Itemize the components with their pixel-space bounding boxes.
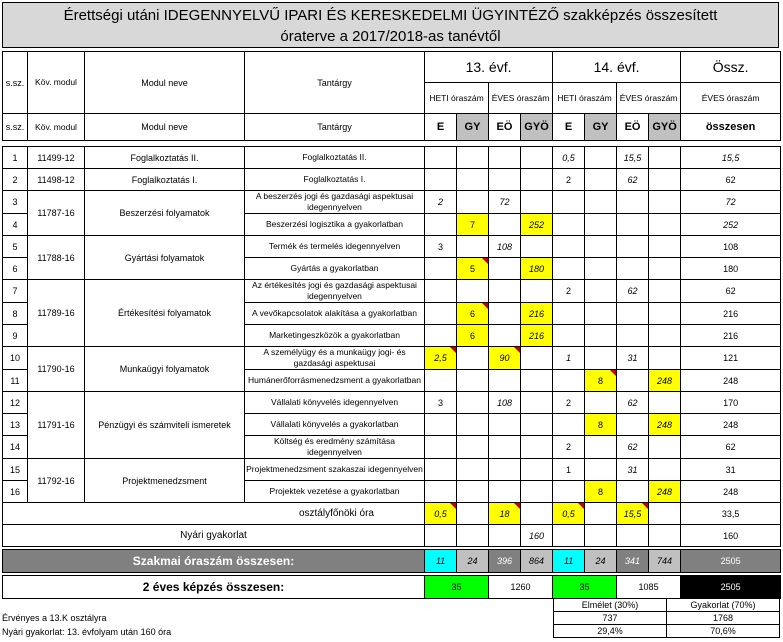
cell-gyo13: [521, 392, 553, 414]
cell-gyo13: 252: [521, 214, 553, 236]
osztfo-total: 33,5: [681, 503, 781, 525]
table-row: [3, 459, 781, 481]
table-row: [3, 169, 781, 191]
stats-gyakorlat-header: Gyakorlat (70%): [667, 599, 780, 612]
osztfo-gy13: [457, 503, 489, 525]
page-title: [2, 2, 779, 48]
cell-e14: [553, 414, 585, 436]
cell-eo13: [489, 258, 521, 280]
notes: [2, 611, 171, 639]
cell-gyo14: [649, 325, 681, 347]
cell-total: 31: [681, 459, 781, 481]
sum-label: Szakmai óraszám összesen:: [3, 550, 425, 573]
cell-eo13: 108: [489, 392, 521, 414]
cell-eo13: [489, 325, 521, 347]
cell-gy14: [585, 147, 617, 169]
cell-e13: [425, 414, 457, 436]
header-osszesen: összesen: [681, 114, 781, 141]
cell-gy13: [457, 459, 489, 481]
table-row: [3, 347, 781, 370]
osztfo-gyo13: [521, 503, 553, 525]
stats-elmelet-header: Elmélet (30%): [554, 599, 667, 612]
cell-eo13: [489, 414, 521, 436]
module-name: Foglalkoztatás I.: [85, 169, 245, 191]
cell-e14: 2: [553, 280, 585, 303]
stats-gyakorlat-percent: 70,6%: [667, 625, 780, 638]
nyari-label: Nyári gyakorlat: [3, 525, 425, 547]
sum-total: 2505: [681, 550, 781, 573]
cell-gyo13: [521, 169, 553, 191]
cell-gy13: [457, 481, 489, 503]
cell-gyo13: [521, 414, 553, 436]
row-number: 1: [3, 147, 28, 169]
header-evf14: 14. évf.: [553, 52, 681, 83]
row-number: 11: [3, 370, 28, 392]
note-line-1: Érvényes a 13.K osztályra: [2, 613, 107, 623]
cell-gy14: [585, 280, 617, 303]
cell-gyo14: [649, 280, 681, 303]
row-number: 3: [3, 191, 28, 214]
cell-gyo14: [649, 236, 681, 258]
cell-e13: [425, 481, 457, 503]
cell-eo14: [617, 370, 649, 392]
subject-name: Humánerőforrásmenedzsment a gyakorlatban: [245, 370, 425, 392]
subject-name: Foglalkoztatás I.: [245, 169, 425, 191]
row-number: 13: [3, 414, 28, 436]
module-name: Munkaügyi folyamatok: [85, 347, 245, 392]
cell-gyo14: 248: [649, 481, 681, 503]
module-code: 11788-16: [28, 236, 85, 280]
cell-gyo13: [521, 280, 553, 303]
note-line-2: Nyári gyakorlat: 13. évfolyam után 160 óra: [2, 627, 172, 637]
cell-gy13: [457, 191, 489, 214]
header-e-14: E: [553, 114, 585, 141]
cell-e13: [425, 214, 457, 236]
ketev-sum-row: [3, 576, 781, 599]
header-gyo-14: GYÖ: [649, 114, 681, 141]
module-name: Értékesítési folyamatok: [85, 280, 245, 347]
cell-e13: 3: [425, 236, 457, 258]
cell-eo13: 108: [489, 236, 521, 258]
cell-gyo14: [649, 303, 681, 325]
cell-eo13: [489, 436, 521, 459]
row-number: 9: [3, 325, 28, 347]
cell-gy14: [585, 325, 617, 347]
cell-gyo14: [649, 169, 681, 191]
row-number: 15: [3, 459, 28, 481]
sum-gy14: 24: [585, 550, 617, 573]
cell-total: 248: [681, 370, 781, 392]
cell-gyo13: 216: [521, 303, 553, 325]
cell-gyo13: 216: [521, 325, 553, 347]
sum-gy13: 24: [457, 550, 489, 573]
osztalyfonoki-row: [3, 503, 781, 525]
osztfo-eo14: 15,5: [617, 503, 649, 525]
subject-name: A beszerzés jogi és gazdasági aspektusai idegennyelven: [245, 191, 425, 214]
sum-e14: 11: [553, 550, 585, 573]
cell-e14: 2: [553, 169, 585, 191]
row-number: 14: [3, 436, 28, 459]
cell-eo13: [489, 481, 521, 503]
cell-gy13: [457, 347, 489, 370]
cell-gyo13: [521, 191, 553, 214]
cell-eo13: [489, 303, 521, 325]
module-code: 11790-16: [28, 347, 85, 392]
nyari-gyo14: [649, 525, 681, 547]
osztfo-e13: 0,5: [425, 503, 457, 525]
subject-name: Költség és eredmény számítása idegennyelven: [245, 436, 425, 459]
subject-name: A vevőkapcsolatok alakítása a gyakorlatban: [245, 303, 425, 325]
cell-total: 248: [681, 481, 781, 503]
cell-gy14: [585, 258, 617, 280]
row-number: 10: [3, 347, 28, 370]
cell-gy14: 8: [585, 370, 617, 392]
cell-gy14: 8: [585, 414, 617, 436]
cell-gyo13: [521, 147, 553, 169]
header-gy-14: GY: [585, 114, 617, 141]
stats-gyakorlat-value: 1768: [667, 612, 780, 625]
cell-e14: [553, 481, 585, 503]
cell-gy14: [585, 169, 617, 191]
cell-eo13: 90: [489, 347, 521, 370]
title-line-2: óraterve a 2017/2018-as tanévtől: [280, 28, 501, 45]
cell-e14: [553, 214, 585, 236]
cell-gyo13: [521, 236, 553, 258]
row-number: 6: [3, 258, 28, 280]
subject-name: Az értékesítés jogi és gazdasági aspektusai idegennyelven: [245, 280, 425, 303]
cell-total: 252: [681, 214, 781, 236]
cell-eo13: [489, 370, 521, 392]
subject-name: Projektek vezetése a gyakorlatban: [245, 481, 425, 503]
header-ossz-eves: ÉVES óraszám: [681, 83, 781, 114]
osztfo-gyo14: [649, 503, 681, 525]
nyari-eo14: [617, 525, 649, 547]
subject-name: Projektmenedzsment szakaszai idegennyelven: [245, 459, 425, 481]
module-name: Projektmenedzsment: [85, 459, 245, 503]
nyari-gyo13: 160: [521, 525, 553, 547]
header-heti-13: HETI óraszám: [425, 83, 489, 114]
cell-eo14: [617, 214, 649, 236]
cell-gy14: [585, 392, 617, 414]
module-code: 11499-12: [28, 147, 85, 169]
subject-name: Marketingeszközök a gyakorlatban: [245, 325, 425, 347]
cell-total: 180: [681, 258, 781, 280]
cell-e14: 1: [553, 347, 585, 370]
subject-name: A személyügy és a munkaügy jogi- és gazdasági aspektusai: [245, 347, 425, 370]
cell-gyo14: [649, 214, 681, 236]
cell-eo13: [489, 214, 521, 236]
cell-gy13: [457, 236, 489, 258]
cell-gyo14: [649, 191, 681, 214]
title-line-1: Érettségi utáni IDEGENNYELVŰ IPARI ÉS KERESKEDELMI ÜGYINTÉZŐ szakképzés összesített: [63, 7, 718, 24]
sum-gyo14: 744: [649, 550, 681, 573]
cell-gy13: [457, 436, 489, 459]
row-number: 2: [3, 169, 28, 191]
cell-e13: [425, 459, 457, 481]
table-row: [3, 236, 781, 258]
cell-eo14: [617, 191, 649, 214]
cell-gy14: [585, 191, 617, 214]
stats-elmelet-value: 737: [554, 612, 667, 625]
nyari-e14: [553, 525, 585, 547]
sum-eo13: 396: [489, 550, 521, 573]
header-e-13: E: [425, 114, 457, 141]
header-evf13: 13. évf.: [425, 52, 553, 83]
cell-eo13: [489, 280, 521, 303]
table-row: [3, 280, 781, 303]
cell-e13: 2: [425, 191, 457, 214]
cell-gy13: 7: [457, 214, 489, 236]
module-name: Pénzügyi és számviteli ismeretek: [85, 392, 245, 459]
nyari-gy14: [585, 525, 617, 547]
curriculum-table: [2, 51, 781, 599]
cell-e14: [553, 303, 585, 325]
subject-name: Foglalkoztatás II.: [245, 147, 425, 169]
header-kov-modul-2: Köv. modul: [28, 114, 85, 141]
cell-e13: [425, 147, 457, 169]
cell-gy13: [457, 370, 489, 392]
subject-name: Vállalati könyvelés a gyakorlatban: [245, 414, 425, 436]
header-heti-14: HETI óraszám: [553, 83, 617, 114]
ketev-e13: 1260: [489, 576, 553, 599]
cell-eo14: [617, 414, 649, 436]
cell-e13: [425, 280, 457, 303]
cell-e14: [553, 191, 585, 214]
cell-e14: 2: [553, 392, 585, 414]
cell-e14: [553, 370, 585, 392]
cell-gyo13: [521, 370, 553, 392]
table-row: [3, 191, 781, 214]
sum-e13: 11: [425, 550, 457, 573]
ketev-total: 2505: [681, 576, 781, 599]
cell-total: 121: [681, 347, 781, 370]
header-eves-13: ÉVES óraszám: [489, 83, 553, 114]
cell-gy14: [585, 236, 617, 258]
ketev-h14: 35: [553, 576, 617, 599]
cell-gyo13: [521, 436, 553, 459]
sum-eo14: 341: [617, 550, 649, 573]
header-tantargy-2: Tantárgy: [245, 114, 425, 141]
cell-gy13: 6: [457, 303, 489, 325]
cell-e13: 3: [425, 392, 457, 414]
cell-total: 216: [681, 325, 781, 347]
cell-eo14: 62: [617, 392, 649, 414]
cell-e13: [425, 370, 457, 392]
cell-eo14: 15,5: [617, 147, 649, 169]
table-row: [3, 147, 781, 169]
cell-e13: [425, 325, 457, 347]
row-number: 8: [3, 303, 28, 325]
nyari-e13: [425, 525, 457, 547]
ketev-label: 2 éves képzés összesen:: [3, 576, 425, 599]
cell-total: 15,5: [681, 147, 781, 169]
cell-eo14: [617, 481, 649, 503]
header-ssz-2: s.sz.: [3, 114, 28, 141]
nyari-gy13: [457, 525, 489, 547]
header-gyo-13: GYÖ: [521, 114, 553, 141]
cell-eo14: [617, 258, 649, 280]
module-name: Foglalkoztatás II.: [85, 147, 245, 169]
table-row: [3, 392, 781, 414]
row-number: 12: [3, 392, 28, 414]
cell-e14: [553, 325, 585, 347]
cell-e14: 0,5: [553, 147, 585, 169]
nyari-eo13: [489, 525, 521, 547]
header-tantargy: Tantárgy: [245, 52, 425, 114]
header-eo-13: EÖ: [489, 114, 521, 141]
osztfo-e14: 0,5: [553, 503, 585, 525]
subject-name: Gyártás a gyakorlatban: [245, 258, 425, 280]
module-code: 11791-16: [28, 392, 85, 459]
cell-gyo14: [649, 459, 681, 481]
header-gy-13: GY: [457, 114, 489, 141]
header-ssz: s.sz.: [3, 52, 28, 114]
cell-total: 72: [681, 191, 781, 214]
cell-e14: 1: [553, 459, 585, 481]
cell-eo14: 31: [617, 347, 649, 370]
row-number: 4: [3, 214, 28, 236]
cell-gy14: [585, 303, 617, 325]
cell-eo13: 72: [489, 191, 521, 214]
cell-gy14: [585, 347, 617, 370]
cell-gy13: [457, 169, 489, 191]
cell-e13: [425, 303, 457, 325]
sum-gyo13: 864: [521, 550, 553, 573]
cell-gyo14: [649, 147, 681, 169]
row-number: 7: [3, 280, 28, 303]
cell-gyo14: [649, 392, 681, 414]
cell-gyo14: [649, 258, 681, 280]
cell-eo13: [489, 459, 521, 481]
subject-name: Termék és termelés idegennyelven: [245, 236, 425, 258]
cell-total: 248: [681, 414, 781, 436]
cell-gy13: [457, 392, 489, 414]
cell-eo14: 62: [617, 169, 649, 191]
cell-eo14: [617, 325, 649, 347]
cell-e14: [553, 236, 585, 258]
cell-eo14: 62: [617, 436, 649, 459]
szakmai-sum-row: [3, 550, 781, 573]
cell-gy13: [457, 414, 489, 436]
cell-gy13: 6: [457, 325, 489, 347]
cell-gy13: [457, 280, 489, 303]
cell-gy13: [457, 147, 489, 169]
cell-eo14: 31: [617, 459, 649, 481]
module-name: Gyártási folyamatok: [85, 236, 245, 280]
cell-gyo14: 248: [649, 414, 681, 436]
cell-e14: 2: [553, 436, 585, 459]
cell-gy13: 5: [457, 258, 489, 280]
cell-e13: [425, 436, 457, 459]
cell-eo13: [489, 147, 521, 169]
row-number: 16: [3, 481, 28, 503]
osztfo-label: osztályfőnöki óra: [3, 503, 425, 525]
header-eo-14: EÖ: [617, 114, 649, 141]
header-kov-modul: Köv. modul: [28, 52, 85, 114]
cell-gy14: [585, 459, 617, 481]
cell-gyo14: [649, 436, 681, 459]
header-eves-14: ÉVES óraszám: [617, 83, 681, 114]
cell-e14: [553, 258, 585, 280]
cell-eo14: [617, 303, 649, 325]
cell-total: 62: [681, 436, 781, 459]
header-modul-neve: Modul neve: [85, 52, 245, 114]
header-ossz: Össz.: [681, 52, 781, 83]
cell-gyo13: [521, 481, 553, 503]
ketev-e14: 1085: [617, 576, 681, 599]
cell-gy14: [585, 214, 617, 236]
cell-e13: [425, 169, 457, 191]
row-number: 5: [3, 236, 28, 258]
nyari-total: 160: [681, 525, 781, 547]
module-code: 11498-12: [28, 169, 85, 191]
osztfo-gy14: [585, 503, 617, 525]
cell-e13: 2,5: [425, 347, 457, 370]
header-modul-neve-2: Modul neve: [85, 114, 245, 141]
cell-gyo14: [649, 347, 681, 370]
cell-e13: [425, 258, 457, 280]
cell-gyo13: [521, 347, 553, 370]
cell-eo14: 62: [617, 280, 649, 303]
cell-gyo13: 180: [521, 258, 553, 280]
cell-total: 216: [681, 303, 781, 325]
cell-gy14: [585, 436, 617, 459]
module-code: 11789-16: [28, 280, 85, 347]
module-name: Beszerzési folyamatok: [85, 191, 245, 236]
cell-gyo13: [521, 459, 553, 481]
nyari-row: [3, 525, 781, 547]
cell-gyo14: 248: [649, 370, 681, 392]
ketev-h13: 35: [425, 576, 489, 599]
stats-elmelet-percent: 29,4%: [554, 625, 667, 638]
osztfo-eo13: 18: [489, 503, 521, 525]
cell-gy14: 8: [585, 481, 617, 503]
subject-name: Beszerzési logisztika a gyakorlatban: [245, 214, 425, 236]
cell-eo13: [489, 169, 521, 191]
stats-table: [553, 598, 780, 638]
cell-eo14: [617, 236, 649, 258]
cell-total: 108: [681, 236, 781, 258]
module-code: 11792-16: [28, 459, 85, 503]
subject-name: Vállalati könyvelés idegennyelven: [245, 392, 425, 414]
module-code: 11787-16: [28, 191, 85, 236]
cell-total: 62: [681, 169, 781, 191]
cell-total: 62: [681, 280, 781, 303]
cell-total: 170: [681, 392, 781, 414]
